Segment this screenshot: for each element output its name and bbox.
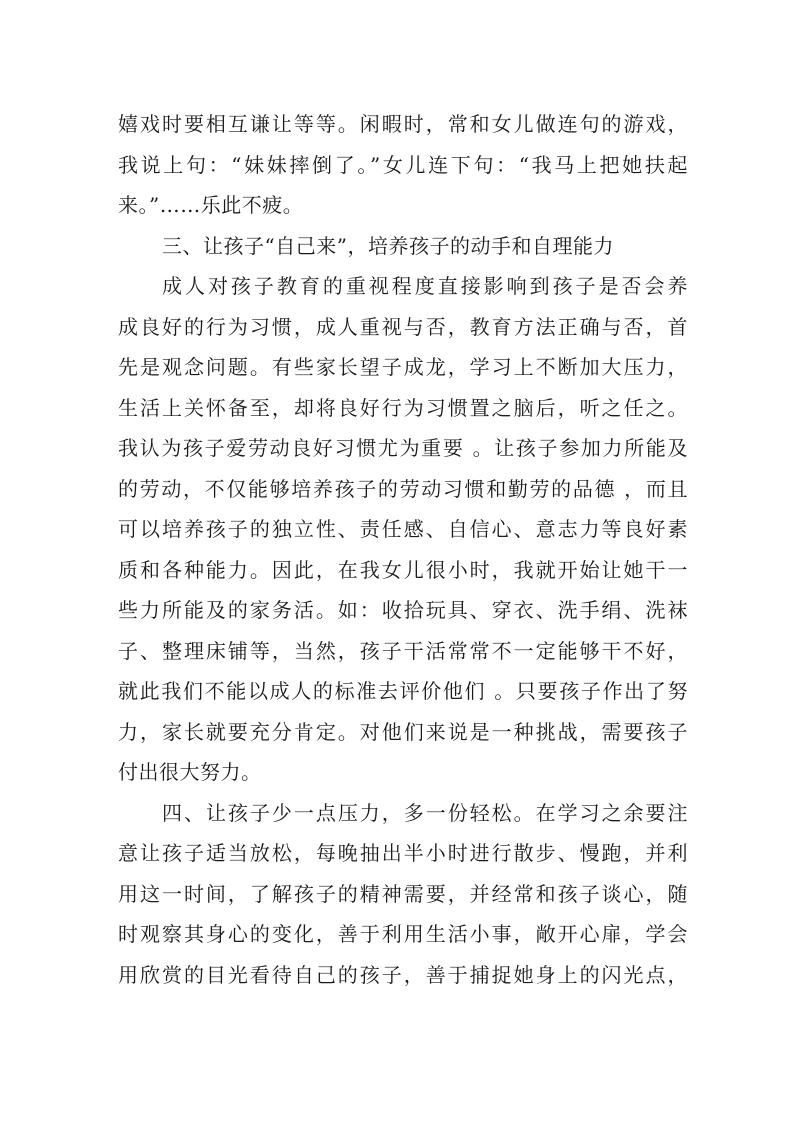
document-page (118, 104, 688, 995)
text-line: 时观察其身心的变化，善于利用生活小事，敞开心扉，学会 (118, 922, 688, 946)
text-line: 付出很大努力。 (118, 760, 262, 784)
text-line: 我认为孩子爱劳动良好习惯尤为重要 。让孩子参加力所能及 (118, 436, 688, 460)
text-line: 生活上关怀备至，却将良好行为习惯置之脑后，听之任之。 (118, 395, 688, 420)
text-line: 意让孩子适当放松，每晚抽出半小时进行散步、慢跑，并利 (118, 841, 688, 865)
text-line: 先是观念问题。有些家长望子成龙，学习上不断加大压力， (118, 355, 688, 379)
section-heading: 四、让孩子少一点压力，多一份轻松。在学习之余要注 (162, 800, 688, 825)
text-line: 成良好的行为习惯，成人重视与否，教育方法正确与否，首 (118, 314, 688, 339)
text-line: 力，家长就要充分肯定。对他们来说是一种挑战，需要孩子 (118, 719, 688, 744)
section-heading: 三、让孩子“自己来”，培养孩子的动手和自理能力 (162, 233, 614, 258)
text-line: 些力所能及的家务活。如：收拾玩具、穿衣、洗手绢、洗袜 (118, 598, 688, 622)
text-line: 我说上句：“妹妹摔倒了。”女儿连下句：“我马上把她扶起 (118, 152, 688, 177)
text-line: 用欣赏的目光看待自己的孩子，善于捕捉她身上的闪光点， (118, 962, 688, 987)
text-line: 成人对孩子教育的重视程度直接影响到孩子是否会养 (162, 274, 688, 298)
text-line: 来。”……乐此不疲。 (118, 193, 304, 217)
text-line: 就此我们不能以成人的标准去评价他们 。只要孩子作出了努 (118, 679, 688, 703)
text-line: 用这一时间，了解孩子的精神需要，并经常和孩子谈心，随 (118, 881, 688, 906)
text-line: 子、整理床铺等，当然，孩子干活常常不一定能够干不好， (118, 638, 688, 663)
text-line: 嬉戏时要相互谦让等等。闲暇时，常和女儿做连句的游戏， (118, 112, 688, 136)
text-line: 的劳动，不仅能够培养孩子的劳动习惯和勤劳的品德 ，而且 (118, 476, 688, 501)
text-line: 质和各种能力。因此，在我女儿很小时，我就开始让她干一 (118, 557, 688, 582)
text-line: 可以培养孩子的独立性、责任感、自信心、意志力等良好素 (118, 517, 688, 541)
